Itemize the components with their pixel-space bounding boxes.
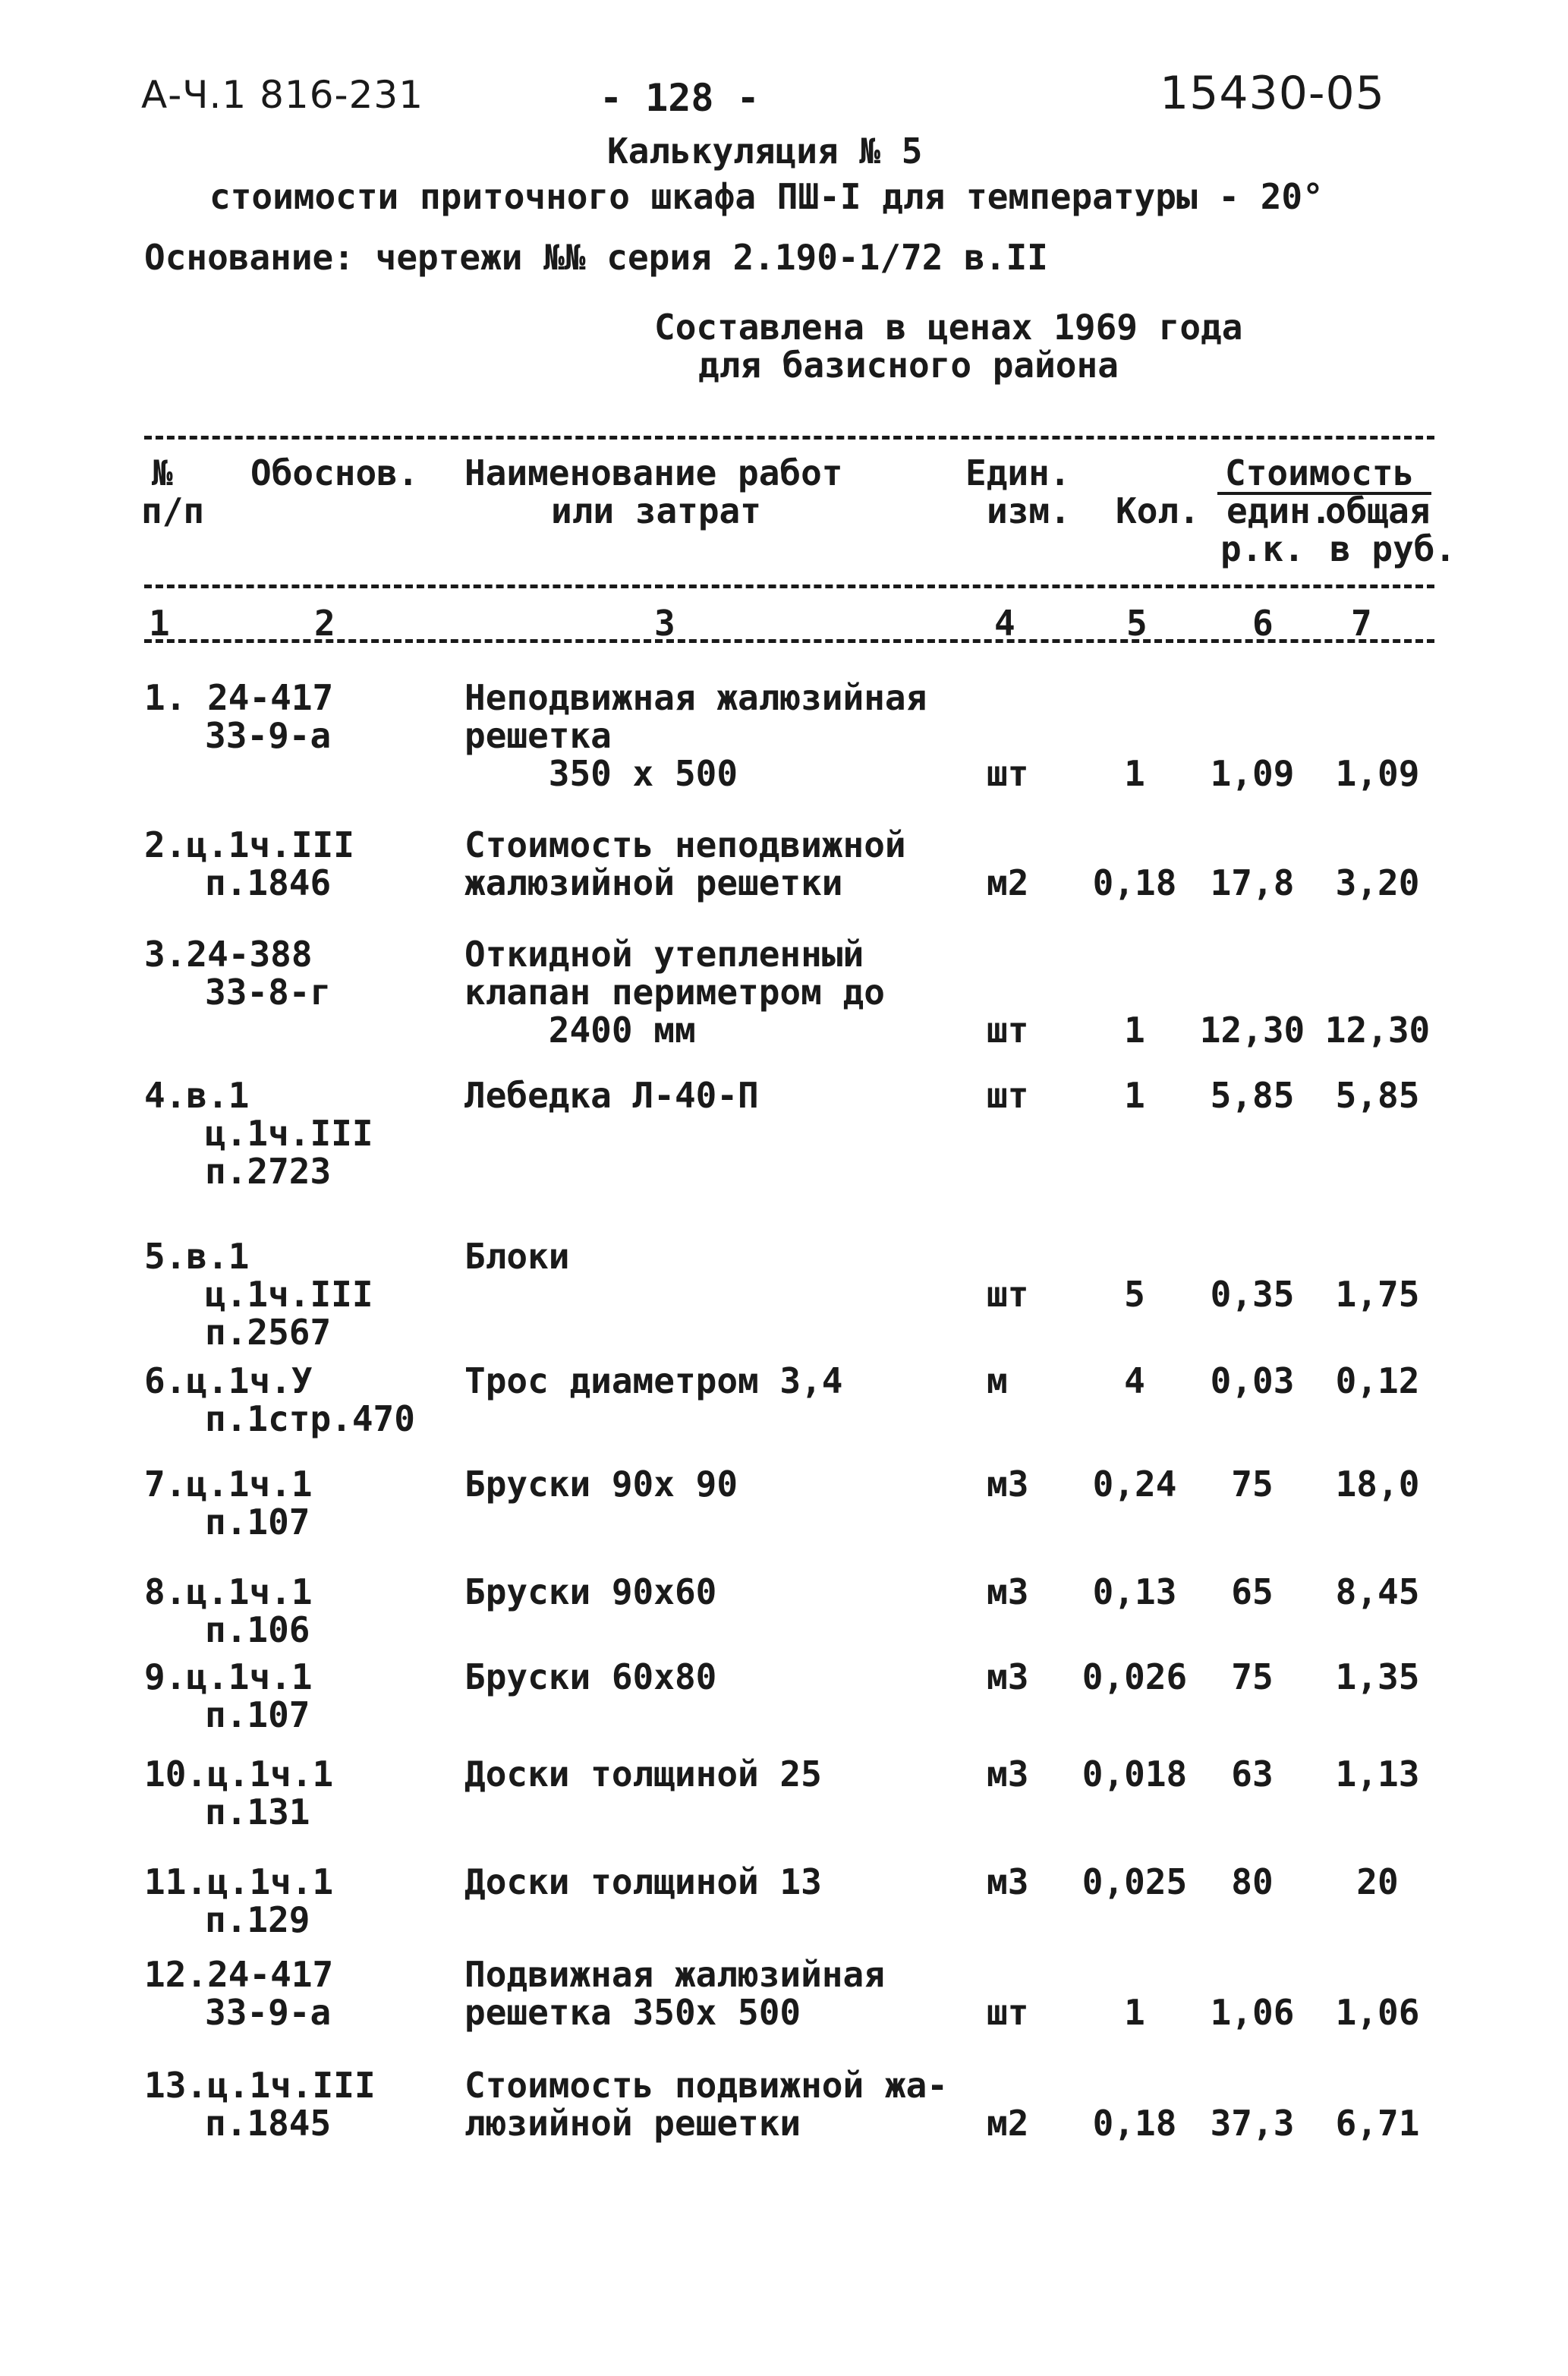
row-number: 1. 24-417 <box>144 677 334 718</box>
col-unit-header: Един. <box>965 452 1071 493</box>
row-quantity: 0,24 <box>1092 1464 1177 1505</box>
row-number: 6.ц.1ч.У <box>144 1360 313 1401</box>
row-total: 1,06 <box>1335 1992 1420 2033</box>
row-quantity: 0,18 <box>1092 862 1177 903</box>
row-unit-price: 0,35 <box>1210 1274 1295 1315</box>
row-basis: п.1846 <box>205 862 332 903</box>
row-basis: п.129 <box>205 1899 310 1940</box>
row-unit: м3 <box>987 1861 1029 1902</box>
row-unit-price: 63 <box>1231 1754 1274 1795</box>
document-basis: Основание: чертежи №№ серия 2.190-1/72 в.II <box>144 237 1048 278</box>
row-total: 3,20 <box>1335 862 1420 903</box>
row-total: 5,85 <box>1335 1075 1420 1116</box>
row-unit-price: 37,3 <box>1210 2103 1295 2144</box>
row-unit-price: 75 <box>1231 1464 1274 1505</box>
row-total: 1,35 <box>1335 1656 1420 1697</box>
document-code: 15430-05 <box>1160 67 1385 120</box>
row-basis: п.107 <box>205 1694 310 1735</box>
row-number: 11.ц.1ч.1 <box>144 1861 334 1902</box>
document-subtitle: стоимости приточного шкафа ПШ-I для температуры - 20° <box>209 176 1324 217</box>
row-quantity: 0,025 <box>1082 1861 1188 1902</box>
row-unit: м3 <box>987 1571 1029 1612</box>
row-name-line: Трос диаметром 3,4 <box>464 1360 843 1401</box>
row-total: 8,45 <box>1335 1571 1420 1612</box>
row-unit: шт <box>987 1274 1029 1315</box>
col-name-header: Наименование работ <box>464 452 843 493</box>
row-unit-price: 12,30 <box>1199 1010 1305 1051</box>
document-title: Калькуляция № 5 <box>607 131 923 172</box>
row-name-line: Лебедка Л-40-П <box>464 1075 759 1116</box>
row-name-line: Бруски 60х80 <box>464 1656 717 1697</box>
row-quantity: 0,026 <box>1082 1656 1188 1697</box>
row-basis: п.1845 <box>205 2103 332 2144</box>
row-number: 7.ц.1ч.1 <box>144 1464 313 1505</box>
row-number: 10.ц.1ч.1 <box>144 1754 334 1795</box>
row-name-line: Стоимость неподвижной <box>464 824 906 865</box>
row-basis: 33-9-а <box>205 1992 332 2033</box>
row-basis: п.131 <box>205 1791 310 1832</box>
col-cost-header: Стоимость <box>1225 452 1415 493</box>
row-name-line: люзийной решетки <box>464 2103 801 2144</box>
row-quantity: 0,18 <box>1092 2103 1177 2144</box>
row-name-line: жалюзийной решетки <box>464 862 843 903</box>
row-number: 8.ц.1ч.1 <box>144 1571 313 1612</box>
row-total: 1,09 <box>1335 753 1420 794</box>
row-total: 12,30 <box>1324 1010 1431 1051</box>
column-number-4: 4 <box>994 603 1015 644</box>
col-basis-header: Обоснов. <box>250 452 419 493</box>
row-basis-2: п.2567 <box>205 1312 332 1353</box>
row-unit-price: 65 <box>1231 1571 1274 1612</box>
row-name-line: Неподвижная жалюзийная <box>464 677 927 718</box>
row-number: 13.ц.1ч.III <box>144 2065 376 2106</box>
header-bottom-rule <box>144 585 1434 588</box>
row-name-line: 350 х 500 <box>464 753 738 794</box>
row-basis: 33-9-а <box>205 715 332 756</box>
row-quantity: 0,13 <box>1092 1571 1177 1612</box>
row-total: 0,12 <box>1335 1360 1420 1401</box>
row-unit-price: 75 <box>1231 1656 1274 1697</box>
row-unit: м2 <box>987 862 1029 903</box>
col-total-header-2: в руб. <box>1330 528 1456 569</box>
row-unit: шт <box>987 1075 1029 1116</box>
row-unit-price: 1,09 <box>1210 753 1295 794</box>
page-number: - 128 - <box>600 76 760 120</box>
row-number: 12.24-417 <box>144 1954 334 1995</box>
col-total-header: общая <box>1325 490 1431 531</box>
column-number-6: 6 <box>1252 603 1274 644</box>
col-number-header-2: п/п <box>141 490 205 531</box>
row-unit: шт <box>987 753 1029 794</box>
row-quantity: 1 <box>1124 1075 1145 1116</box>
row-unit-price: 0,03 <box>1210 1360 1295 1401</box>
column-number-3: 3 <box>654 603 675 644</box>
col-name-header-2: или затрат <box>551 490 761 531</box>
col-unit-price-header-2: р.к. <box>1220 528 1305 569</box>
row-quantity: 4 <box>1124 1360 1145 1401</box>
row-quantity: 1 <box>1124 753 1145 794</box>
numbering-rule <box>144 639 1434 643</box>
price-base-line: Составлена в ценах 1969 года <box>654 307 1243 348</box>
table-top-rule <box>144 436 1434 440</box>
row-name-line: Доски толщиной 13 <box>464 1861 822 1902</box>
row-number: 4.в.1 <box>144 1075 250 1116</box>
row-basis: п.107 <box>205 1502 310 1543</box>
row-basis: п.1стр.470 <box>205 1398 415 1439</box>
row-unit: м3 <box>987 1464 1029 1505</box>
row-quantity: 1 <box>1124 1992 1145 2033</box>
row-name-line: Бруски 90х60 <box>464 1571 717 1612</box>
archive-code: А-Ч.1 816-231 <box>141 73 424 117</box>
row-name-line: Доски толщиной 25 <box>464 1754 822 1795</box>
row-number: 3.24-388 <box>144 934 313 975</box>
row-name-line: Бруски 90х 90 <box>464 1464 738 1505</box>
row-total: 1,13 <box>1335 1754 1420 1795</box>
row-total: 20 <box>1356 1861 1399 1902</box>
row-number: 2.ц.1ч.III <box>144 824 354 865</box>
row-unit: м3 <box>987 1754 1029 1795</box>
row-name-line: решетка 350х 500 <box>464 1992 801 2033</box>
col-unit-price-header: един. <box>1226 490 1332 531</box>
row-name-line: Блоки <box>464 1236 570 1277</box>
column-number-7: 7 <box>1351 603 1372 644</box>
row-unit: м2 <box>987 2103 1029 2144</box>
row-name-line: Подвижная жалюзийная <box>464 1954 885 1995</box>
row-name-line: решетка <box>464 715 612 756</box>
row-unit: м3 <box>987 1656 1029 1697</box>
row-basis: ц.1ч.III <box>205 1274 373 1315</box>
row-quantity: 0,018 <box>1082 1754 1188 1795</box>
col-number-header: № <box>152 452 173 493</box>
row-basis: п.106 <box>205 1609 310 1650</box>
row-unit-price: 1,06 <box>1210 1992 1295 2033</box>
row-unit: шт <box>987 1992 1029 2033</box>
row-total: 6,71 <box>1335 2103 1420 2144</box>
row-name-line: Откидной утепленный <box>464 934 864 975</box>
row-unit: м <box>987 1360 1008 1401</box>
row-unit-price: 5,85 <box>1210 1075 1295 1116</box>
row-basis-2: п.2723 <box>205 1151 332 1192</box>
column-number-5: 5 <box>1126 603 1148 644</box>
row-basis: ц.1ч.III <box>205 1113 373 1154</box>
row-unit-price: 17,8 <box>1210 862 1295 903</box>
row-basis: 33-8-г <box>205 972 332 1013</box>
row-unit: шт <box>987 1010 1029 1051</box>
row-name-line: Стоимость подвижной жа- <box>464 2065 948 2106</box>
row-name-line: 2400 мм <box>464 1010 696 1051</box>
row-number: 9.ц.1ч.1 <box>144 1656 313 1697</box>
row-number: 5.в.1 <box>144 1236 250 1277</box>
column-number-2: 2 <box>314 603 335 644</box>
row-name-line: клапан периметром до <box>464 972 885 1013</box>
row-total: 18,0 <box>1335 1464 1420 1505</box>
col-unit-header-2: изм. <box>987 490 1071 531</box>
col-qty-header: Кол. <box>1116 490 1200 531</box>
row-total: 1,75 <box>1335 1274 1420 1315</box>
row-quantity: 5 <box>1124 1274 1145 1315</box>
row-unit-price: 80 <box>1231 1861 1274 1902</box>
row-quantity: 1 <box>1124 1010 1145 1051</box>
region-line: для базисного района <box>698 345 1119 386</box>
column-number-1: 1 <box>149 603 170 644</box>
